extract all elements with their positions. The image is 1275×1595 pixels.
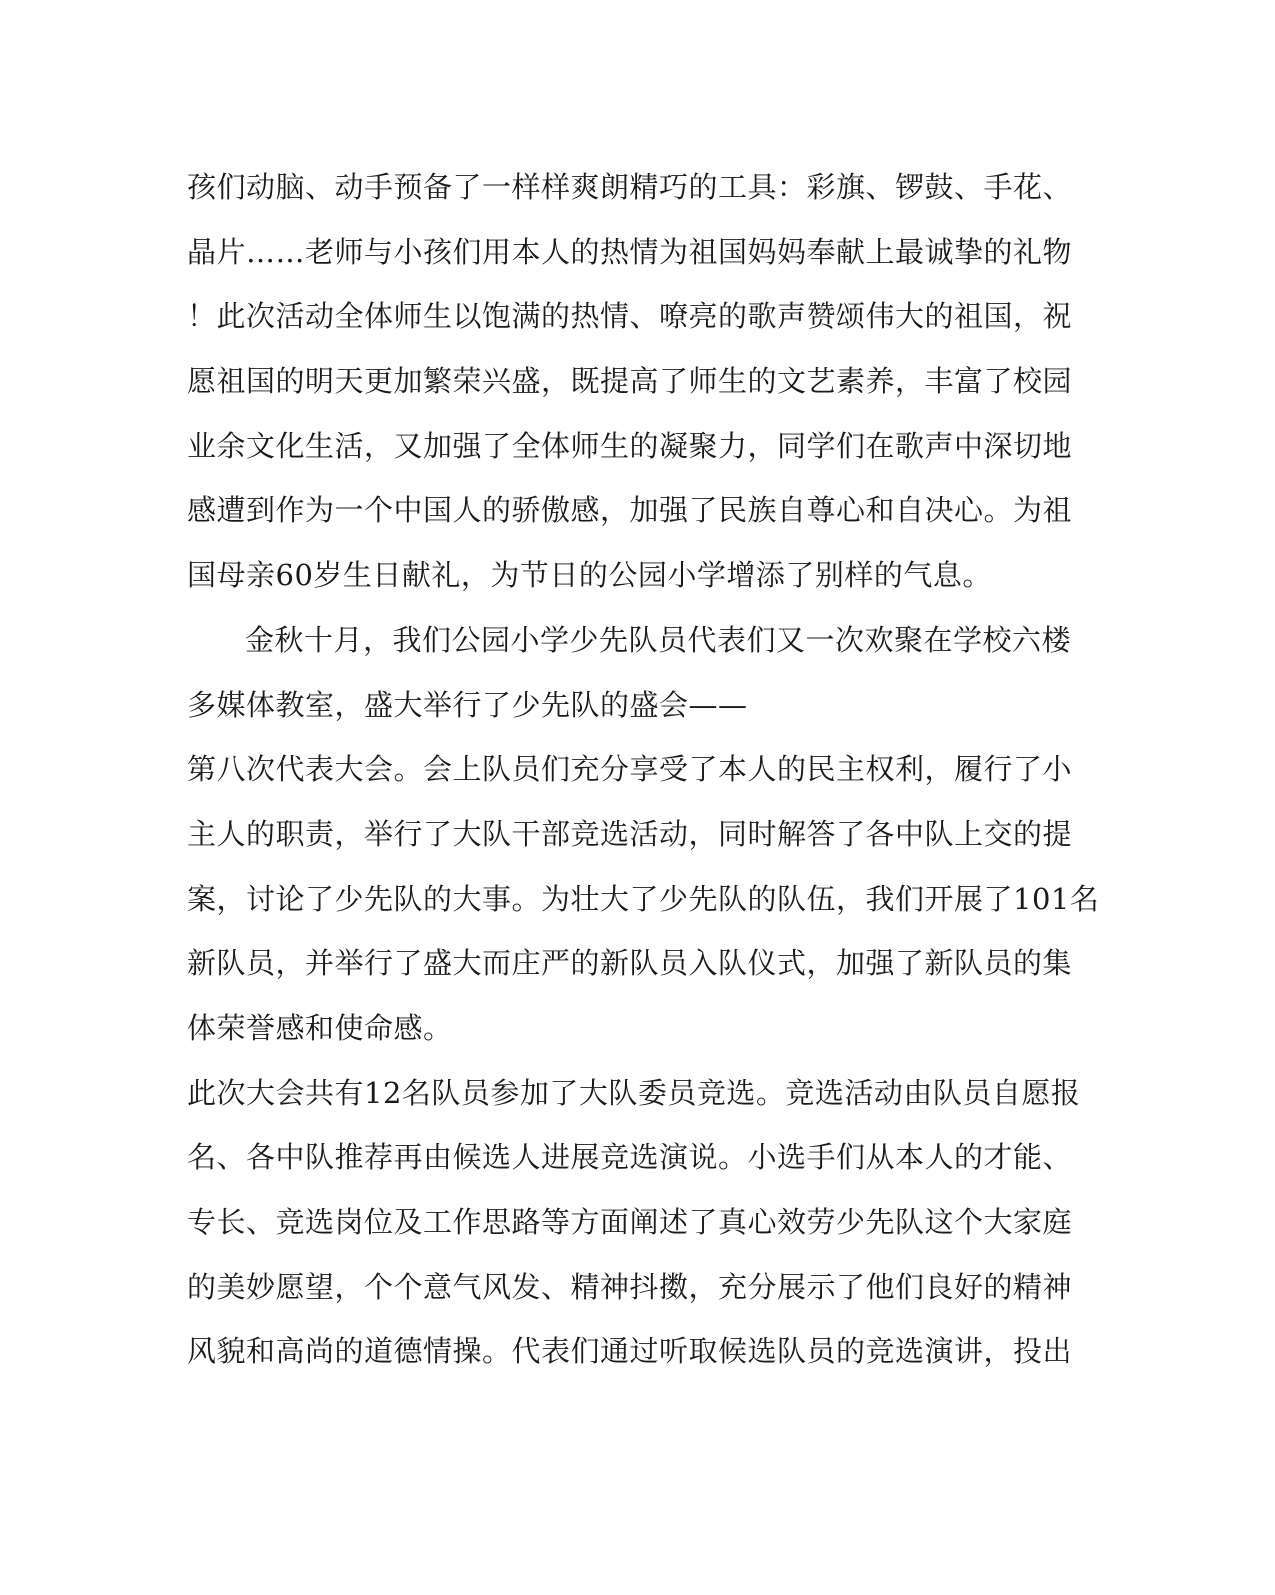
paragraph-first-line: 金秋十月，我们公园小学少先队员代表们又一次欢聚在学校六楼 [245, 622, 1072, 657]
text-line: 孩们动脑、动手预备了一样样爽朗精巧的工具：彩旗、锣鼓、手花、 [187, 170, 1073, 204]
text-line: 多媒体教室，盛大举行了少先队的盛会—— [187, 687, 748, 722]
text-line: ！此次活动全体师生以饱满的热情、嘹亮的歌声赞颂伟大的祖国，祝 [187, 299, 1073, 334]
text-line: 晶片……老师与小孩们用本人的热情为祖国妈妈奉献上最诚挚的礼物 [187, 234, 1073, 269]
text-line: 专长、竞选岗位及工作思路等方面阐述了真心效劳少先队这个大家庭 [187, 1205, 1073, 1239]
text-line: 感遭到作为一个中国人的骄傲感，加强了民族自尊心和自决心。为祖 [187, 493, 1073, 528]
text-line: 案，讨论了少先队的大事。为壮大了少先队的队伍，我们开展了101名 [187, 881, 1100, 916]
text-line: 第八次代表大会。会上队员们充分享受了本人的民主权利，履行了小 [187, 752, 1073, 787]
text-line: 主人的职责，举行了大队干部竞选活动，同时解答了各中队上交的提 [187, 816, 1073, 851]
text-line: 名、各中队推荐再由候选人进展竞选演说。小选手们从本人的才能、 [187, 1140, 1073, 1175]
text-line: 国母亲60岁生日献礼，为节日的公园小学增添了别样的气息。 [187, 558, 992, 593]
text-line: 体荣誉感和使命感。 [187, 1010, 453, 1045]
text-line: 业余文化生活，又加强了全体师生的凝聚力，同学们在歌声中深切地 [187, 428, 1073, 463]
text-line: 愿祖国的明天更加繁荣兴盛，既提高了师生的文艺素养，丰富了校园 [187, 364, 1073, 399]
text-line: 此次大会共有12名队员参加了大队委员竞选。竞选活动由队员自愿报 [187, 1075, 1081, 1110]
body-text [187, 155, 1100, 1384]
text-line: 风貌和高尚的道德情操。代表们通过听取候选队员的竞选演讲，投出 [187, 1334, 1073, 1369]
text-line: 新队员，并举行了盛大而庄严的新队员入队仪式，加强了新队员的集 [187, 946, 1073, 981]
text-line: 的美妙愿望，个个意气风发、精神抖擞，充分展示了他们良好的精神 [187, 1269, 1073, 1304]
